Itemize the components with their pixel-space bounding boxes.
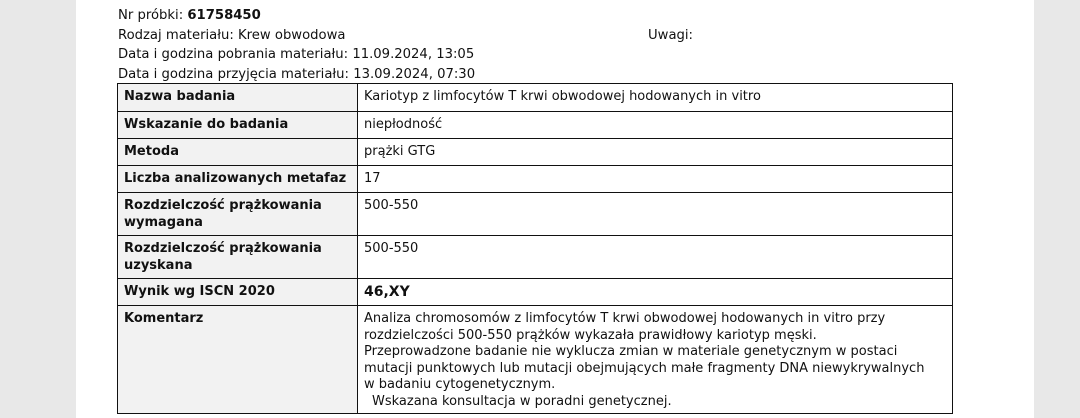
material-type-label: Rodzaj materiału: <box>118 27 234 43</box>
row-label: Wskazanie do badania <box>118 112 358 139</box>
collection-datetime: 11.09.2024, 13:05 <box>352 47 475 62</box>
table-row <box>118 306 953 414</box>
remarks-label: Uwagi: <box>648 27 693 43</box>
row-value: Kariotyp z limfocytów T krwi obwodowej hodowanych in vitro <box>358 84 953 112</box>
comment-line: Analiza chromosomów z limfocytów T krwi obwodowej hodowanych in vitro przy <box>364 311 886 326</box>
material-type: Krew obwodowa <box>238 27 346 43</box>
results-table <box>117 83 953 414</box>
row-value: 500-550 <box>358 193 953 236</box>
row-value: 500-550 <box>358 236 953 279</box>
receipt-datetime: 13.09.2024, 07:30 <box>353 66 476 82</box>
row-value: niepłodność <box>358 112 953 139</box>
comment-value <box>358 306 953 414</box>
row-label: Metoda <box>118 139 358 166</box>
sample-number-label: Nr próbki: <box>118 8 184 23</box>
row-value: prążki GTG <box>358 139 953 166</box>
comment-label: Komentarz <box>118 306 358 414</box>
result-value: 46,XY <box>358 279 953 306</box>
table-row <box>118 236 953 279</box>
table-row <box>118 279 953 306</box>
collection-label: Data i godzina pobrania materiału: <box>118 47 349 62</box>
row-label: Liczba analizowanych metafaz <box>118 166 358 193</box>
row-value: 17 <box>358 166 953 193</box>
table-row <box>118 166 953 193</box>
receipt-line <box>118 65 978 85</box>
receipt-label: Data i godzina przyjęcia materiału: <box>118 66 349 82</box>
comment-line: rozdzielczości 500-550 prążków wykazała prawidłowy kariotyp męski. <box>364 327 817 343</box>
material-type-line <box>118 26 978 46</box>
comment-line: mutacji punktowych lub mutacji obejmujących małe fragmenty DNA niewykrywalnych <box>364 360 925 376</box>
row-label: Rozdzielczość prążkowania wymagana <box>118 193 358 236</box>
collection-line <box>118 45 978 65</box>
table-row <box>118 84 953 112</box>
table-row <box>118 193 953 236</box>
comment-line: Przeprowadzone badanie nie wyklucza zmian w materiale genetycznym w postaci <box>364 344 898 359</box>
row-label: Rozdzielczość prążkowania uzyskana <box>118 236 358 279</box>
sample-number-line <box>118 6 978 26</box>
sample-number: 61758450 <box>187 8 261 23</box>
report-page <box>76 0 1034 418</box>
row-label: Wynik wg ISCN 2020 <box>118 279 358 306</box>
comment-line: w badaniu cytogenetycznym. <box>364 377 556 392</box>
sample-header <box>118 6 978 84</box>
comment-line: Wskazana konsultacja w poradni genetycznej. <box>372 393 672 409</box>
table-row <box>118 139 953 166</box>
table-row <box>118 112 953 139</box>
row-label: Nazwa badania <box>118 84 358 112</box>
